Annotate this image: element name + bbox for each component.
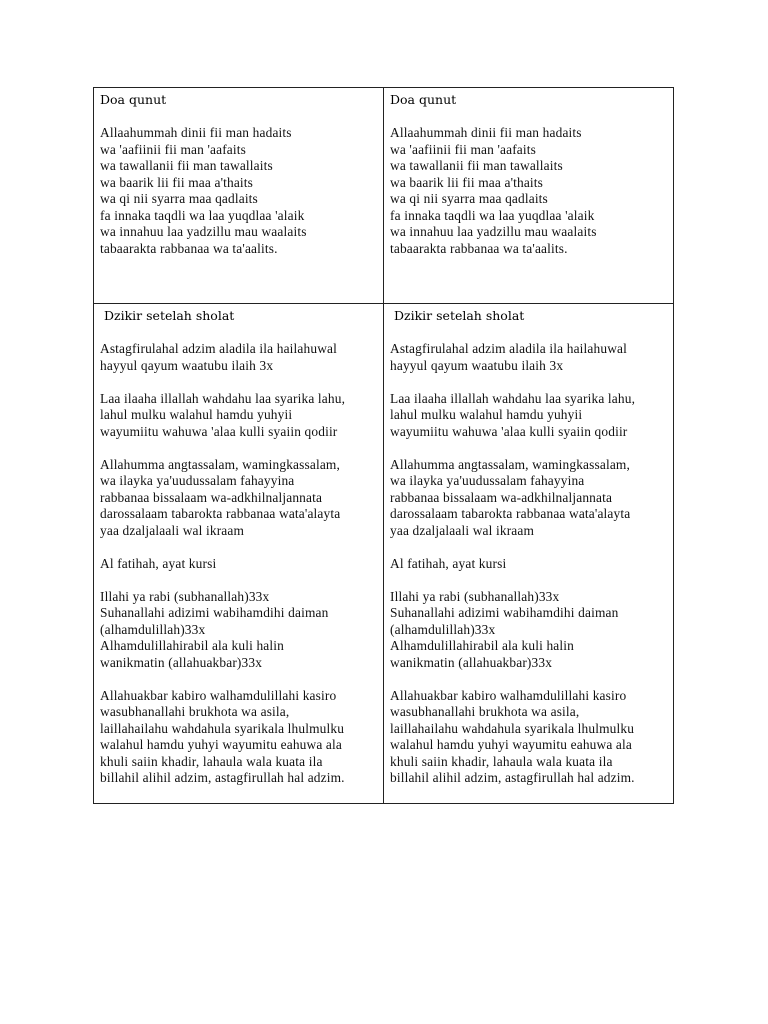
- paragraph: [390, 589, 667, 672]
- text-line: Allaahummah dinii fii man hadaits: [100, 125, 292, 140]
- text-line: Alhamdulillahirabil ala kuli halin: [100, 638, 284, 653]
- text-line: darossalaam tabarokta rabbanaa wata'alayta: [390, 506, 631, 521]
- text-line: hayyul qayum waatubu ilaih 3x: [100, 357, 274, 373]
- text-line: wa innahuu laa yadzillu mau waalaits: [100, 224, 307, 239]
- text-line: walahul hamdu yuhyi wayumitu eahuwa ala: [390, 737, 632, 752]
- section-heading: Dzikir setelah sholat: [394, 308, 525, 323]
- text-line: Laa ilaaha illallah wahdahu laa syarika lahu,: [390, 390, 636, 406]
- text-line: wa ilayka ya'uudussalam fahayyina: [100, 473, 295, 488]
- text-line: fa innaka taqdli wa laa yuqdlaa 'alaik: [390, 207, 595, 223]
- text-line: yaa dzaljalaali wal ikraam: [100, 522, 245, 538]
- text-line: lahul mulku walahul hamdu yuhyii: [390, 407, 583, 422]
- section-heading: Doa qunut: [390, 92, 457, 107]
- text-line: yaa dzaljalaali wal ikraam: [390, 522, 535, 538]
- text-line: wasubhanallahi brukhota wa asila,: [390, 704, 580, 719]
- text-line: wa qi nii syarra maa qadlaits: [100, 191, 258, 206]
- text-line: tabaarakta rabbanaa wa ta'aalits.: [100, 240, 278, 256]
- text-line: khuli saiin khadir, lahaula wala kuata ila: [100, 753, 323, 769]
- text-line: Suhanallahi adizimi wabihamdihi daiman: [100, 605, 329, 620]
- text-line: billahil alihil adzim, astagfirullah hal adzim.: [100, 770, 345, 785]
- text-line: wa baarik lii fii maa a'thaits: [390, 174, 544, 190]
- text-line: lahul mulku walahul hamdu yuhyii: [100, 407, 293, 422]
- table-cell-right: [384, 304, 674, 804]
- text-line: Astagfirulahal adzim aladila ila hailahuwal: [100, 341, 337, 356]
- paragraph: [390, 125, 667, 257]
- table-cell-left: [94, 88, 384, 304]
- text-line: wa 'aafiinii fii man 'aafaits: [100, 141, 246, 157]
- text-line: fa innaka taqdli wa laa yuqdlaa 'alaik: [100, 207, 305, 223]
- text-line: rabbanaa bissalaam wa-adkhilnaljannata: [390, 489, 613, 505]
- text-line: laillahailahu wahdahula syarikala lhulmulku: [390, 720, 635, 736]
- text-line: billahil alihil adzim, astagfirullah hal adzim.: [390, 770, 635, 785]
- paragraph: [390, 688, 667, 787]
- text-line: Laa ilaaha illallah wahdahu laa syarika lahu,: [100, 390, 346, 406]
- paragraph: [390, 391, 667, 441]
- text-line: rabbanaa bissalaam wa-adkhilnaljannata: [100, 489, 323, 505]
- text-line: wanikmatin (allahuakbar)33x: [390, 654, 553, 670]
- section-heading: Dzikir setelah sholat: [104, 308, 235, 323]
- text-line: Alhamdulillahirabil ala kuli halin: [390, 638, 574, 653]
- section-dzikir-left: [94, 304, 383, 787]
- text-line: walahul hamdu yuhyi wayumitu eahuwa ala: [100, 737, 342, 752]
- text-line: wa baarik lii fii maa a'thaits: [100, 174, 254, 190]
- text-line: Illahi ya rabi (subhanallah)33x: [390, 588, 560, 604]
- text-line: wa 'aafiinii fii man 'aafaits: [390, 141, 536, 157]
- text-line: Astagfirulahal adzim aladila ila hailahuwal: [390, 341, 627, 356]
- text-line: laillahailahu wahdahula syarikala lhulmulku: [100, 720, 345, 736]
- text-line: wayumiitu wahuwa 'alaa kulli syaiin qodiir: [390, 423, 628, 439]
- paragraph: [100, 125, 377, 257]
- table-cell-left: [94, 304, 384, 804]
- section-doa-qunut-left: [94, 88, 383, 257]
- text-line: Al fatihah, ayat kursi: [100, 555, 217, 571]
- text-line: tabaarakta rabbanaa wa ta'aalits.: [390, 240, 568, 256]
- text-line: wa qi nii syarra maa qadlaits: [390, 191, 548, 206]
- paragraph: [100, 341, 377, 374]
- text-line: wa tawallanii fii man tawallaits: [100, 158, 273, 173]
- text-line: Allahuakbar kabiro walhamdulillahi kasiro: [100, 687, 337, 703]
- text-line: Allahumma angtassalam, wamingkassalam,: [100, 456, 340, 472]
- section-dzikir-right: [384, 304, 673, 787]
- text-line: Al fatihah, ayat kursi: [390, 555, 507, 571]
- text-line: Allahumma angtassalam, wamingkassalam,: [390, 456, 630, 472]
- paragraph: [100, 457, 377, 540]
- text-line: Suhanallahi adizimi wabihamdihi daiman: [390, 605, 619, 620]
- document-table: [93, 87, 674, 804]
- text-line: wa ilayka ya'uudussalam fahayyina: [390, 473, 585, 488]
- text-line: wanikmatin (allahuakbar)33x: [100, 654, 263, 670]
- text-line: wasubhanallahi brukhota wa asila,: [100, 704, 290, 719]
- text-line: Allahuakbar kabiro walhamdulillahi kasiro: [390, 687, 627, 703]
- paragraph: [100, 688, 377, 787]
- text-line: (alhamdulillah)33x: [100, 621, 206, 637]
- text-line: wayumiitu wahuwa 'alaa kulli syaiin qodiir: [100, 423, 338, 439]
- text-line: darossalaam tabarokta rabbanaa wata'alayta: [100, 506, 341, 521]
- paragraph: [100, 589, 377, 672]
- text-line: Illahi ya rabi (subhanallah)33x: [100, 588, 270, 604]
- table-cell-right: [384, 88, 674, 304]
- paragraph: [100, 556, 377, 573]
- text-line: wa tawallanii fii man tawallaits: [390, 158, 563, 173]
- paragraph: [390, 457, 667, 540]
- text-line: wa innahuu laa yadzillu mau waalaits: [390, 224, 597, 239]
- text-line: khuli saiin khadir, lahaula wala kuata ila: [390, 753, 613, 769]
- text-line: (alhamdulillah)33x: [390, 621, 496, 637]
- text-line: Allaahummah dinii fii man hadaits: [390, 125, 582, 140]
- paragraph: [100, 391, 377, 441]
- table-row: [94, 304, 674, 804]
- paragraph: [390, 341, 667, 374]
- text-line: hayyul qayum waatubu ilaih 3x: [390, 357, 564, 373]
- section-doa-qunut-right: [384, 88, 673, 257]
- table-row: [94, 88, 674, 304]
- paragraph: [390, 556, 667, 573]
- section-heading: Doa qunut: [100, 92, 167, 107]
